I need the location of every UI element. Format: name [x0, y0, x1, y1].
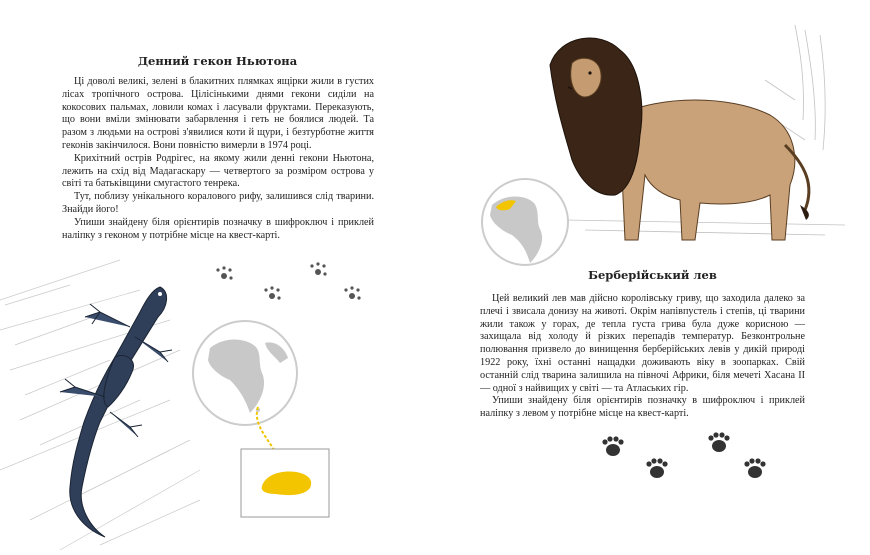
gecko-paragraph-1: Ці доволі великі, зелені в блакитних плямках ящірки жили в густих лісах тропічного острова. Цілісінькими днями гекони сиділи на кокосових пальмах, ловили комах і ласували фруктами. Переказують, що вони вміли змінювати забарвлення і геть не боялися людей. Та разом з людьми на острові з'явилися коти й щури, і безтурботне життя геконів закінчилося. Вони повністю вимерли в 1974 році. — [62, 76, 374, 151]
lion-icon — [530, 25, 830, 245]
lion-paragraph-1: Цей великий лев мав дійсно королівську гриву, що заходила далеко за плечі і звисала донизу на животі. Окрім напівпустель і степів, ці тварини жили також у горах, де тепла густа грива була дуже корисною — захищала від холоду й різких перепадів температур. Безконтрольне полювання призвело до винищення берберійських левів у дикій природі 1922 року, їхні останні нащадки доживають віку в зоопарках. Свій останній слід тварина залишила на півночі Африки, біля мечеті Хасана II — одної з найвищих у світі — та Атлаських гір. — [480, 293, 805, 394]
lion-paragraph-2: Упиши знайдену біля орієнтирів позначку в шифроключ і приклей наліпку з левом у потрібне місце на квест-карті. — [480, 395, 805, 420]
right-page — [435, 0, 870, 555]
gecko-footprints-icon — [212, 262, 372, 322]
lion-pawprints-icon — [595, 428, 795, 508]
lion-text — [480, 293, 805, 421]
gecko-paragraph-2: Крихітний острів Родрігес, на якому жили денні гекони Ньютона, лежить на схід від Мадагаскару — четвертого за розміром острова у світі та батьківщини смугастого тенрека. — [62, 152, 374, 190]
gecko-paragraph-4: Упиши знайдену біля орієнтирів позначку в шифроключ і приклей наліпку з геконом у потрібне місце на квест-карті. — [62, 216, 374, 241]
gecko-paragraph-3: Тут, поблизу унікального коралового рифу, залишився слід тварини. Знайди його! — [62, 191, 374, 215]
globe-africa-icon — [480, 177, 570, 267]
gecko-title: Денний гекон Ньютона — [137, 54, 298, 68]
lion-title: Берберійський лев — [588, 268, 717, 282]
rodrigues-island-icon — [240, 448, 330, 518]
